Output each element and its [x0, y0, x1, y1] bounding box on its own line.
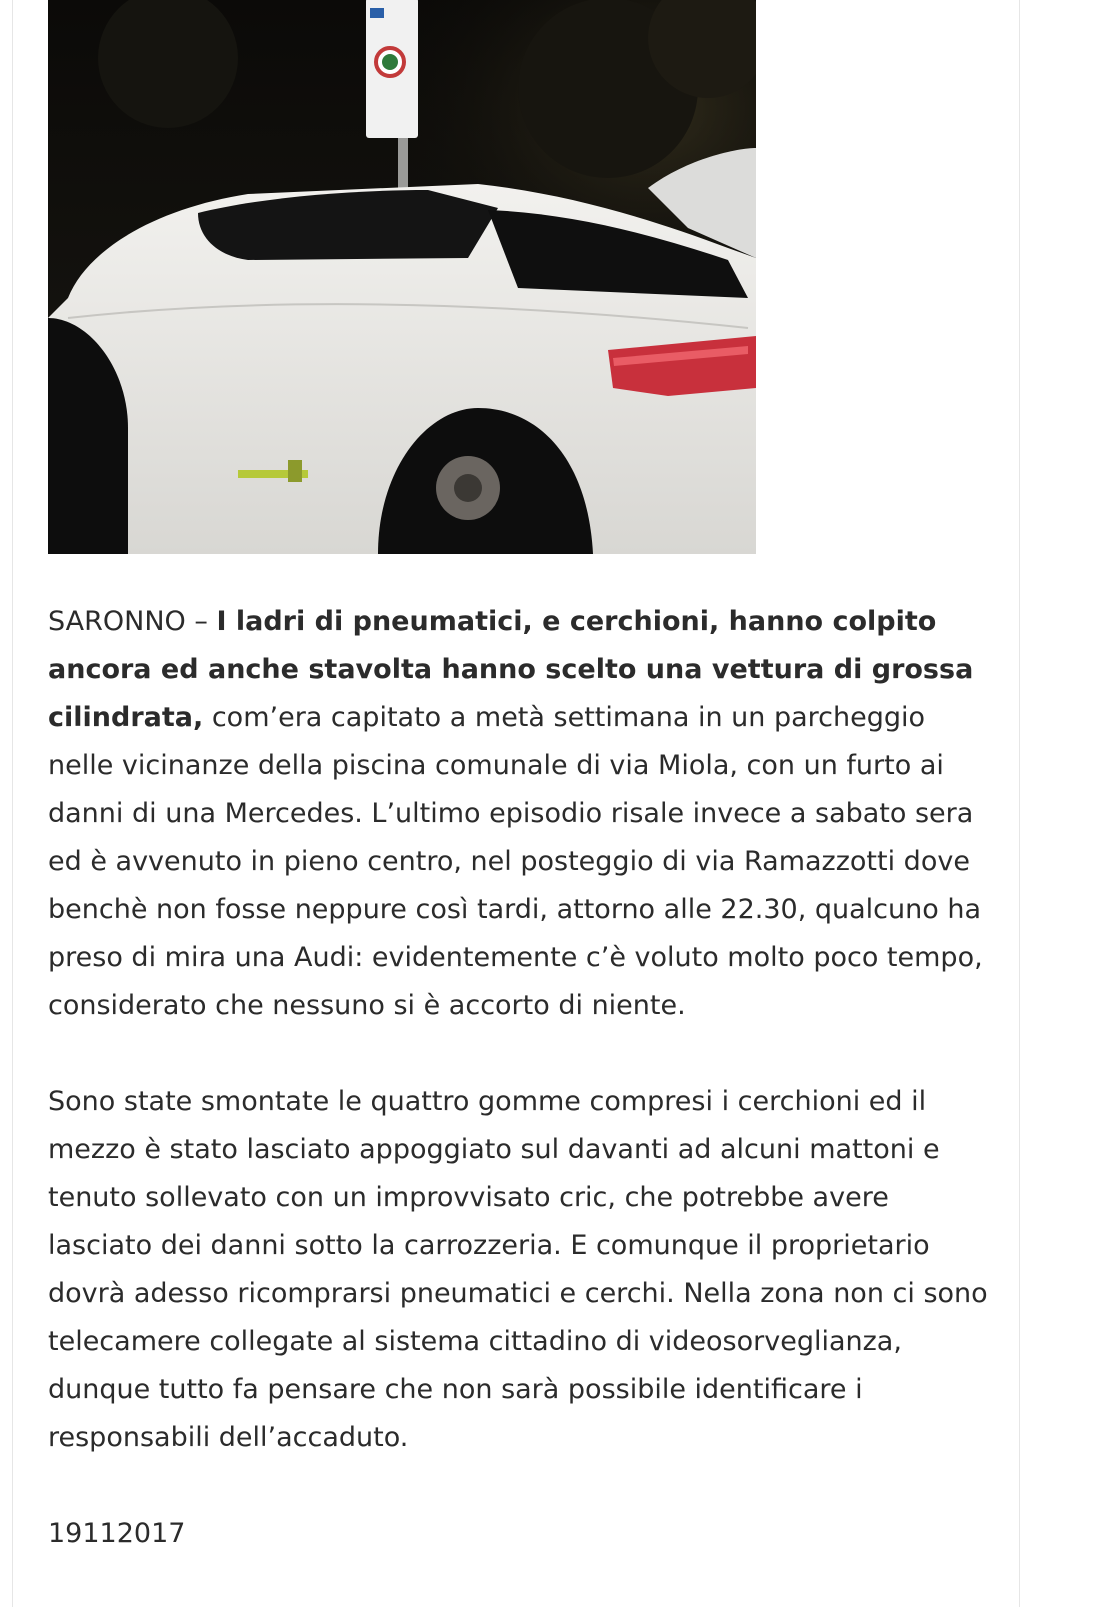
article-paragraph-1 — [48, 598, 998, 1030]
paragraph-text: com’era capitato a metà settimana in un parcheggio nelle vicinanze della piscina comunale di via Miola, con un furto ai danni di una Mercedes. L’ultimo episodio risale invece a sabato sera ed è avvenuto in pieno centro, nel posteggio di via Ramazzotti dove benchè non fosse neppure così tardi, attorno alle 22.30, qualcuno ha preso di mira una Audi: evidentemente c’è voluto molto poco tempo, considerato che nessuno si è accorto di niente. — [48, 702, 983, 1021]
article-photo — [48, 0, 756, 554]
lead-bold-text: I ladri di pneumatici, e cerchioni, hanno colpito ancora ed anche stavolta hanno scelto una vettura di grossa cilindrata, — [48, 606, 974, 733]
article-date: 19112017 — [48, 1518, 186, 1549]
article-body — [48, 598, 998, 1558]
car-photo-icon — [48, 0, 756, 554]
dateline: SARONNO – — [48, 606, 217, 637]
article-card — [12, 0, 1020, 1607]
article-paragraph-2: Sono state smontate le quattro gomme compresi i cerchioni ed il mezzo è stato lasciato appoggiato sul davanti ad alcuni mattoni e tenuto sollevato con un improvvisato cric, che potrebbe avere lasciato dei danni sotto la carrozzeria. E comunque il proprietario dovrà adesso ricomprarsi pneumatici e cerchi. Nella zona non ci sono telecamere collegate al sistema cittadino di videosorveglianza, dunque tutto fa pensare che non sarà possibile identificare i responsabili dell’accaduto. — [48, 1086, 988, 1453]
